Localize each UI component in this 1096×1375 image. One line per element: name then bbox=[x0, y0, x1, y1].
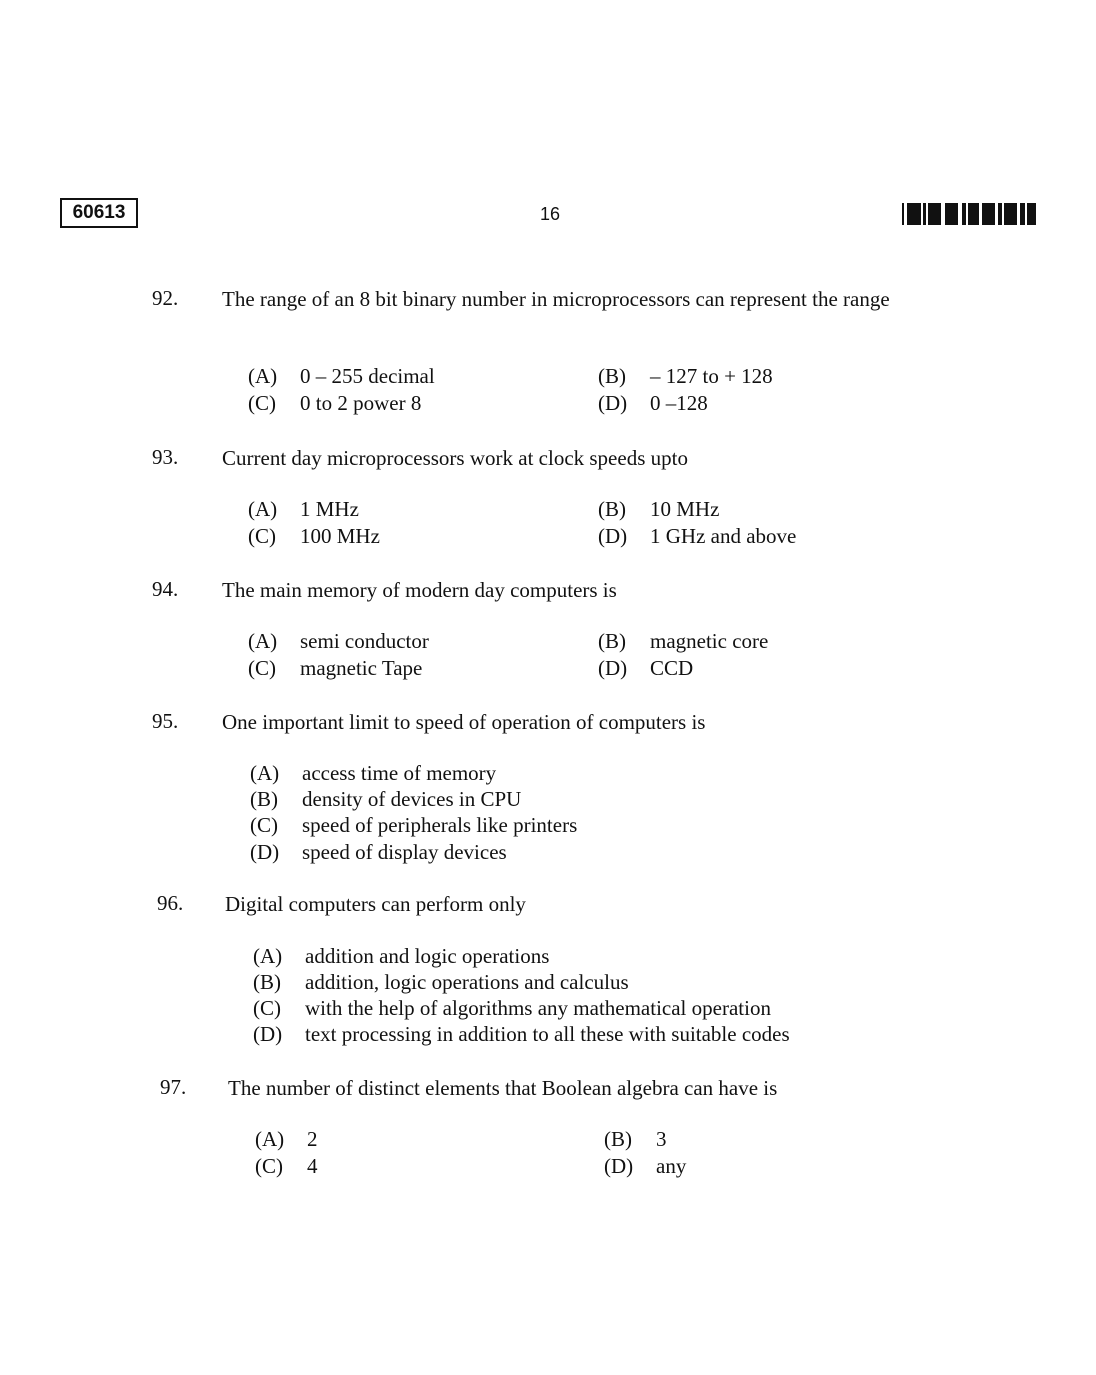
option-d bbox=[598, 524, 796, 549]
option-letter: (B) bbox=[598, 364, 626, 388]
option-letter: (A) bbox=[253, 944, 283, 968]
option-letter: (D) bbox=[253, 1022, 283, 1046]
option-a bbox=[253, 944, 549, 969]
option-b bbox=[250, 787, 521, 812]
option-letter: (A) bbox=[248, 364, 278, 388]
option-c bbox=[248, 524, 380, 549]
option-text: addition and logic operations bbox=[305, 944, 550, 968]
option-text: 2 bbox=[307, 1127, 318, 1151]
option-letter: (D) bbox=[604, 1154, 634, 1178]
option-d bbox=[253, 1022, 790, 1047]
option-letter: (D) bbox=[250, 840, 280, 864]
option-d bbox=[598, 391, 708, 416]
option-letter: (A) bbox=[248, 497, 278, 521]
question-number: 95. bbox=[152, 709, 179, 733]
question-text: The number of distinct elements that Boolean algebra can have is bbox=[228, 1076, 778, 1100]
option-a bbox=[248, 497, 359, 522]
option-text: 100 MHz bbox=[300, 524, 380, 548]
option-d bbox=[604, 1154, 686, 1179]
option-text: with the help of algorithms any mathematical operation bbox=[305, 996, 771, 1020]
option-letter: (A) bbox=[248, 629, 278, 653]
option-a bbox=[248, 364, 435, 389]
option-text: 10 MHz bbox=[650, 497, 720, 521]
option-text: density of devices in CPU bbox=[302, 787, 522, 811]
barcode-icon bbox=[902, 203, 1036, 225]
option-letter: (B) bbox=[253, 970, 281, 994]
option-a bbox=[250, 761, 496, 786]
option-letter: (D) bbox=[598, 656, 628, 680]
option-text: semi conductor bbox=[300, 629, 429, 653]
option-text: magnetic Tape bbox=[300, 656, 423, 680]
option-text: 1 GHz and above bbox=[650, 524, 797, 548]
option-c bbox=[248, 391, 421, 416]
question-text: Current day microprocessors work at clock speeds upto bbox=[222, 446, 688, 470]
option-b bbox=[604, 1127, 667, 1152]
option-text: speed of display devices bbox=[302, 840, 507, 864]
option-letter: (C) bbox=[248, 391, 276, 415]
option-c bbox=[248, 656, 422, 681]
option-text: any bbox=[656, 1154, 687, 1178]
option-a bbox=[255, 1127, 318, 1152]
option-b bbox=[598, 629, 768, 654]
option-text: text processing in addition to all these with suitable codes bbox=[305, 1022, 790, 1046]
option-letter: (C) bbox=[250, 813, 278, 837]
option-letter: (C) bbox=[248, 656, 276, 680]
option-text: 3 bbox=[656, 1127, 667, 1151]
question-number: 97. bbox=[160, 1075, 187, 1099]
option-text: 4 bbox=[307, 1154, 318, 1178]
option-text: CCD bbox=[650, 656, 694, 680]
option-letter: (B) bbox=[598, 497, 626, 521]
option-b bbox=[598, 364, 773, 389]
option-text: 0 to 2 power 8 bbox=[300, 391, 422, 415]
option-letter: (B) bbox=[598, 629, 626, 653]
question-number: 94. bbox=[152, 577, 179, 601]
option-c bbox=[250, 813, 577, 838]
question-text: Digital computers can perform only bbox=[225, 892, 526, 916]
option-text: access time of memory bbox=[302, 761, 497, 785]
question-number: 92. bbox=[152, 286, 179, 310]
option-text: speed of peripherals like printers bbox=[302, 813, 578, 837]
option-d bbox=[250, 840, 507, 865]
option-a bbox=[248, 629, 429, 654]
option-d bbox=[598, 656, 693, 681]
question-text: The range of an 8 bit binary number in microprocessors can represent the range bbox=[222, 287, 890, 311]
option-b bbox=[598, 497, 719, 522]
question-number: 96. bbox=[157, 891, 184, 915]
option-letter: (D) bbox=[598, 524, 628, 548]
question-text: One important limit to speed of operation of computers is bbox=[222, 710, 706, 734]
option-letter: (A) bbox=[255, 1127, 285, 1151]
option-letter: (C) bbox=[248, 524, 276, 548]
option-text: – 127 to + 128 bbox=[650, 364, 773, 388]
option-text: 1 MHz bbox=[300, 497, 359, 521]
page-header bbox=[0, 198, 1096, 238]
option-text: 0 –128 bbox=[650, 391, 708, 415]
option-letter: (B) bbox=[250, 787, 278, 811]
option-text: magnetic core bbox=[650, 629, 769, 653]
paper-code-box: 60613 bbox=[60, 198, 138, 228]
question-text: The main memory of modern day computers is bbox=[222, 578, 617, 602]
option-c bbox=[255, 1154, 318, 1179]
question-number: 93. bbox=[152, 445, 179, 469]
option-text: addition, logic operations and calculus bbox=[305, 970, 629, 994]
option-b bbox=[253, 970, 629, 995]
option-letter: (C) bbox=[255, 1154, 283, 1178]
page-number: 16 bbox=[539, 204, 561, 224]
option-letter: (B) bbox=[604, 1127, 632, 1151]
option-letter: (A) bbox=[250, 761, 280, 785]
option-text: 0 – 255 decimal bbox=[300, 364, 435, 388]
option-letter: (D) bbox=[598, 391, 628, 415]
option-c bbox=[253, 996, 771, 1021]
option-letter: (C) bbox=[253, 996, 281, 1020]
